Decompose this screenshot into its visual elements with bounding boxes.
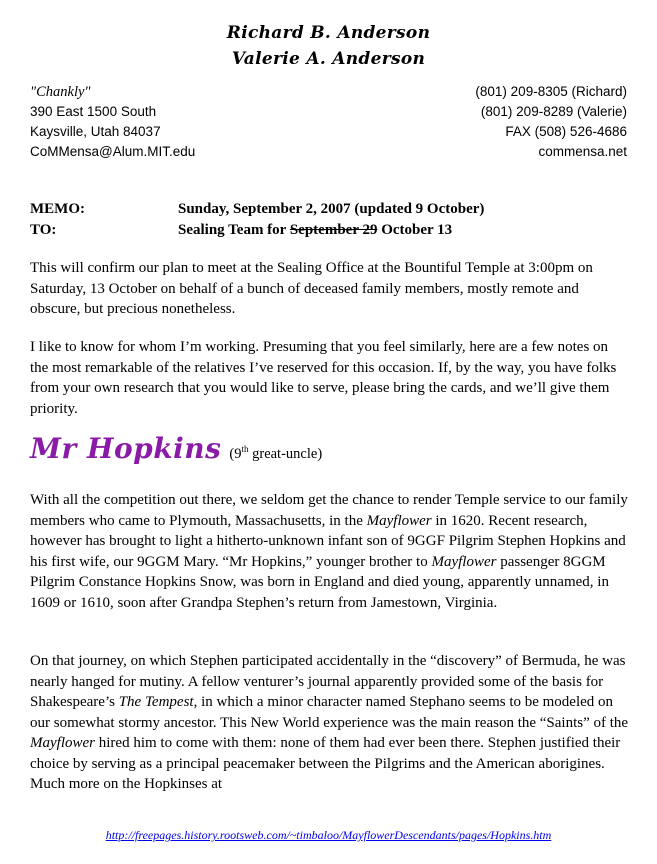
section-title: Mr Hopkins: [30, 432, 222, 465]
subtitle-open: (9: [229, 446, 242, 462]
memo-label: MEMO:: [30, 201, 85, 217]
fax-number: FAX (508) 526-4686: [505, 124, 627, 139]
paragraph-text: [30, 651, 630, 795]
paragraph-text: This will confirm our plan to meet at the Sealing Office at the Bountiful Temple at 3:00pm on Saturday, 13 October on behalf of a bunch of deceased family members, mostly remote and obscure, but precious nonetheless.: [30, 260, 593, 317]
to-struck-date: September 29: [289, 222, 378, 238]
text-run: passenger 8GGM Pilgrim Constance Hopkins Snow, was born in England and died young, apparently unnamed, in 1609 or 1610, soon after Grandpa Stephen’s return from Jamestown, Virginia.: [30, 553, 609, 611]
to-prefix: Sealing Team for: [178, 222, 290, 238]
phone-richard: (801) 209-8305 (Richard): [475, 84, 627, 99]
to-row: [30, 220, 484, 241]
letterhead-names: [0, 20, 657, 72]
text-run: With all the competition out there, we seldom get the chance to render Temple service to our family members who came to Plymouth, Massachusetts, in the: [30, 492, 628, 529]
paragraph-mayflower: [30, 490, 630, 613]
paragraph-text: I like to know for whom I’m working. Presuming that you feel similarly, here are a few notes on the most remarkable of the relatives I’ve reserved for this occasion. If, by the way, you have folks from your own research that you would like to serve, please bring the cards, and we’ll give them priority.: [30, 339, 617, 417]
website: commensa.net: [538, 144, 627, 159]
phone-valerie: (801) 209-8289 (Valerie): [480, 104, 627, 119]
memo-header: [30, 199, 484, 241]
name-valerie: Valerie A. Anderson: [231, 49, 426, 69]
paragraph-confirm: [30, 258, 630, 320]
paragraph-journey: [30, 651, 630, 795]
to-label: TO:: [30, 222, 57, 238]
paragraph-intro: [30, 337, 630, 419]
email-address: CoMMensa@Alum.MIT.edu: [30, 144, 196, 159]
play-title: The Tempest: [118, 694, 194, 710]
nickname: "Chankly": [30, 84, 91, 100]
section-subtitle: [229, 444, 322, 463]
ship-name: Mayflower: [366, 512, 432, 529]
text-run: in 1620. Recent research, however has brought to light a hitherto-unknown infant son of 9GGF Pilgrim Stephen Hopkins and his first wife, our 9GGM Mary. “Mr Hopkins,” younger brother to: [30, 512, 626, 570]
address-block: [30, 82, 195, 162]
section-heading: [30, 432, 322, 465]
phone-block: [475, 82, 627, 162]
name-richard: Richard B. Anderson: [226, 23, 431, 43]
text-run: , in which a minor character named Stephano seems to be modeled on our somewhat stormy ancestor. This New World experience was the main reason the “Saints” of the: [30, 694, 629, 731]
text-run: On that journey, on which Stephen participated accidentally in the “discovery” of Bermuda, he was nearly hanged for mutiny. A fellow venturer’s journal apparently provided some of the basis for Shakespeare’s: [30, 653, 626, 710]
text-run: hired him to come with them: none of them had ever been there. Stephen justified their choice by serving as a principal peacemaker between the Pilgrims and the American aborigines. Much more on the Hopkinses at: [30, 735, 621, 792]
hopkins-link[interactable]: http://freepages.history.rootsweb.com/~timbaloo/MayflowerDescendants/pages/Hopkins.htm: [105, 828, 552, 842]
paragraph-text: [30, 490, 630, 613]
subtitle-close: great-uncle): [248, 446, 323, 462]
memo-date: Sunday, September 2, 2007 (updated 9 October): [178, 201, 485, 217]
to-suffix: October 13: [377, 222, 453, 238]
memo-row: [30, 199, 484, 220]
to-value: [178, 220, 452, 241]
ship-name: Mayflower: [30, 735, 95, 751]
street-address: 390 East 1500 South: [30, 104, 157, 119]
city-state-zip: Kaysville, Utah 84037: [30, 124, 161, 139]
ship-name: Mayflower: [431, 553, 497, 570]
subtitle-sup: th: [241, 444, 249, 455]
